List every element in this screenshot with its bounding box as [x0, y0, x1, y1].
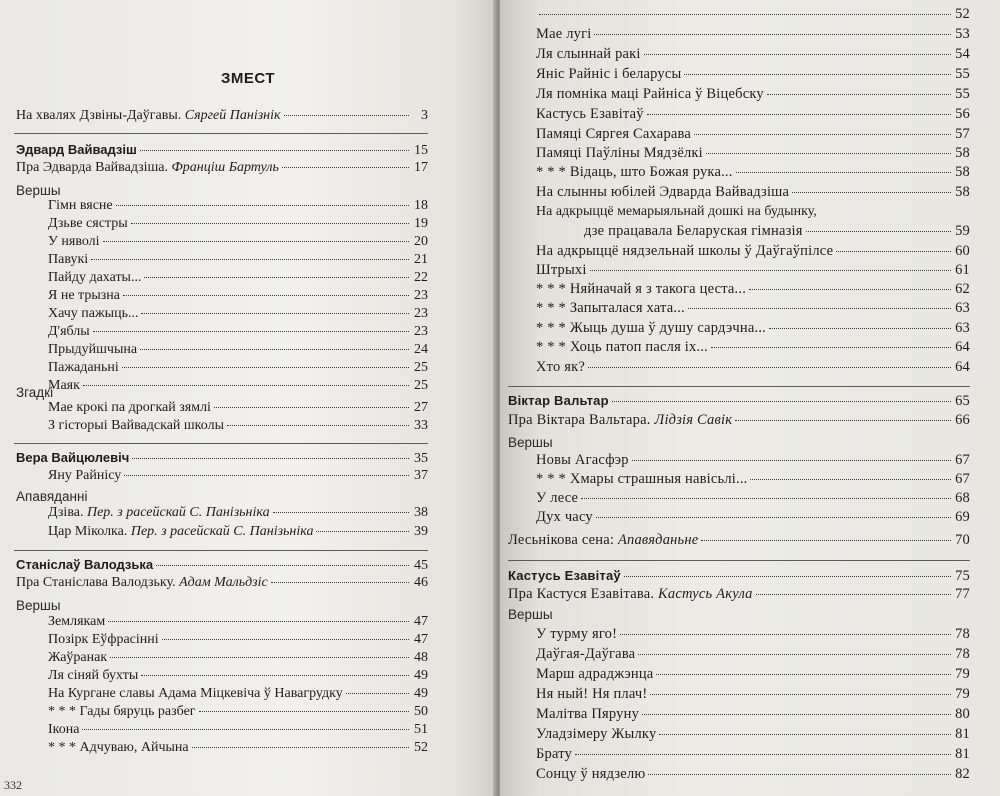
- toc-entry: Ля помніка маці Райніса ў Віцебску 55: [536, 86, 970, 102]
- toc-entry: Пра Кастуся Езавітава. Кастусь Акула 77: [508, 586, 970, 602]
- toc-section-label: Вершы: [16, 598, 61, 613]
- toc-entry: На Кургане славы Адама Міцкевіча ў Навагрудку 49: [48, 686, 428, 701]
- toc-entry: У няволі 20: [48, 234, 428, 249]
- toc-entry: Землякам 47: [48, 614, 428, 629]
- toc-entry: Позірк Еўфрасінні 47: [48, 632, 428, 647]
- toc-author-heading: Вера Вайцюлевіч 35: [16, 450, 428, 466]
- toc-entry-line: На адкрыццё мемарыяльнай дошкі на будынку,: [536, 204, 817, 219]
- toc-entry: Ля слыннай ракі 54: [536, 46, 970, 62]
- toc-section-label: Апавяданні: [16, 489, 88, 504]
- toc-entry: * * * Жыць душа ў душу сардэчна... 63: [536, 320, 970, 336]
- section-divider: [14, 133, 428, 134]
- toc-entry: Ня ный! Ня плач! 79: [536, 686, 970, 702]
- left-page: [0, 0, 496, 796]
- toc-entry: Жаўранак 48: [48, 650, 428, 665]
- toc-entry: Я не трызна 23: [48, 288, 428, 303]
- toc-entry: Дзіва. Пер. з расейскай С. Панізьніка 38: [48, 505, 428, 520]
- toc-entry: На хвалях Дзвіны-Даўгавы. Сяргей Панізнік 3: [16, 108, 428, 123]
- toc-section-label: Вершы: [508, 435, 553, 450]
- toc-section-label: Вершы: [508, 607, 553, 622]
- toc-entry: Пра Эдварда Вайвадзіша. Францiш Бартуль 17: [16, 160, 428, 175]
- toc-entry: * * * Адчуваю, Айчына 52: [48, 740, 428, 755]
- toc-entry: Цар Міколка. Пер. з расейскай С. Панізьніка 39: [48, 524, 428, 539]
- toc-author-heading: Віктар Вальтар 65: [508, 393, 970, 409]
- toc-entry: * * * Хоць патоп пасля іх... 64: [536, 339, 970, 355]
- toc-entry: Хто як? 64: [536, 359, 970, 375]
- toc-entry: Ікона 51: [48, 722, 428, 737]
- toc-entry: На слынны юбілей Эдварда Вайвадзіша 58: [536, 184, 970, 200]
- toc-entry: Прыдуйшчына 24: [48, 342, 428, 357]
- toc-entry: Мае лугі 53: [536, 26, 970, 42]
- toc-entry: Уладзімеру Жылку 81: [536, 726, 970, 742]
- toc-entry: * * * Няйначай я з такога цеста... 62: [536, 281, 970, 297]
- toc-entry: Новы Агасфэр 67: [536, 452, 970, 468]
- toc-entry: Маяк 25: [48, 378, 428, 393]
- toc-entry: Хачу пажыць... 23: [48, 306, 428, 321]
- section-divider: [14, 443, 428, 444]
- toc-entry: Павукі 21: [48, 252, 428, 267]
- toc-entry: * * * Гады бяруць разбег 50: [48, 704, 428, 719]
- toc-entry: дзе працавала Беларуская гімназія 59: [584, 223, 970, 239]
- toc-entry: Марш адраджэнца 79: [536, 666, 970, 682]
- toc-entry: Лесьнікова сена: Апавяданьне 70: [508, 532, 970, 548]
- page-number: 332: [4, 778, 22, 792]
- toc-entry: Дзьве сястры 19: [48, 216, 428, 231]
- toc-entry: * * * Відаць, што Божая рука... 58: [536, 164, 970, 180]
- toc-entry: Кастусь Езавітаў 56: [536, 106, 970, 122]
- toc-entry: На адкрыццё нядзельнай школы ў Даўгаўпілсе 60: [536, 243, 970, 259]
- page-title: ЗМЕСТ: [220, 70, 276, 87]
- toc-entry: Гімн вясне 18: [48, 198, 428, 213]
- right-page: [500, 0, 1000, 796]
- section-divider: [508, 560, 970, 561]
- toc-entry: Штрыхі 61: [536, 262, 970, 278]
- toc-author-heading: Станіслаў Валодзька 45: [16, 557, 428, 573]
- toc-author-heading: Эдвард Вайвадзіш 15: [16, 142, 428, 158]
- toc-entry: Яну Райнісу 37: [48, 468, 428, 483]
- toc-entry: Яніс Райніс і беларусы 55: [536, 66, 970, 82]
- toc-entry: Памяці Сяргея Сахарава 57: [536, 126, 970, 142]
- toc-section-label: Згадкі: [16, 385, 54, 400]
- toc-entry: Мае крокі па дрогкай зямлі 27: [48, 400, 428, 415]
- toc-entry: * * * Запыталася хата... 63: [536, 300, 970, 316]
- toc-author-heading: Кастусь Езавітаў 75: [508, 568, 970, 584]
- toc-entry: Малітва Пяруну 80: [536, 706, 970, 722]
- toc-entry: * * * Хмары страшныя навісьлі... 67: [536, 471, 970, 487]
- toc-entry: Пажаданьні 25: [48, 360, 428, 375]
- toc-entry: У турму яго! 78: [536, 626, 970, 642]
- toc-entry: Пайду дахаты... 22: [48, 270, 428, 285]
- toc-entry: Памяці Паўліны Мядзёлкі 58: [536, 145, 970, 161]
- section-divider: [14, 550, 428, 551]
- toc-section-label: Вершы: [16, 183, 61, 198]
- toc-entry: Дух часу 69: [536, 509, 970, 525]
- toc-entry: Д'яблы 23: [48, 324, 428, 339]
- section-divider: [508, 386, 970, 387]
- toc-entry: Брату 81: [536, 746, 970, 762]
- toc-entry: Пра Станіслава Валодзьку. Адам Мальдзіс 46: [16, 575, 428, 590]
- toc-entry: У лесе 68: [536, 490, 970, 506]
- toc-entry: Ля сіняй бухты 49: [48, 668, 428, 683]
- toc-entry: З гісторыі Вайвадскай школы 33: [48, 418, 428, 433]
- toc-entry: Пра Віктара Вальтара. Лідзія Савік 66: [508, 412, 970, 428]
- toc-entry: Даўгая-Даўгава 78: [536, 646, 970, 662]
- toc-entry: 52: [536, 4, 970, 24]
- toc-entry: Сонцу ў нядзелю 82: [536, 766, 970, 782]
